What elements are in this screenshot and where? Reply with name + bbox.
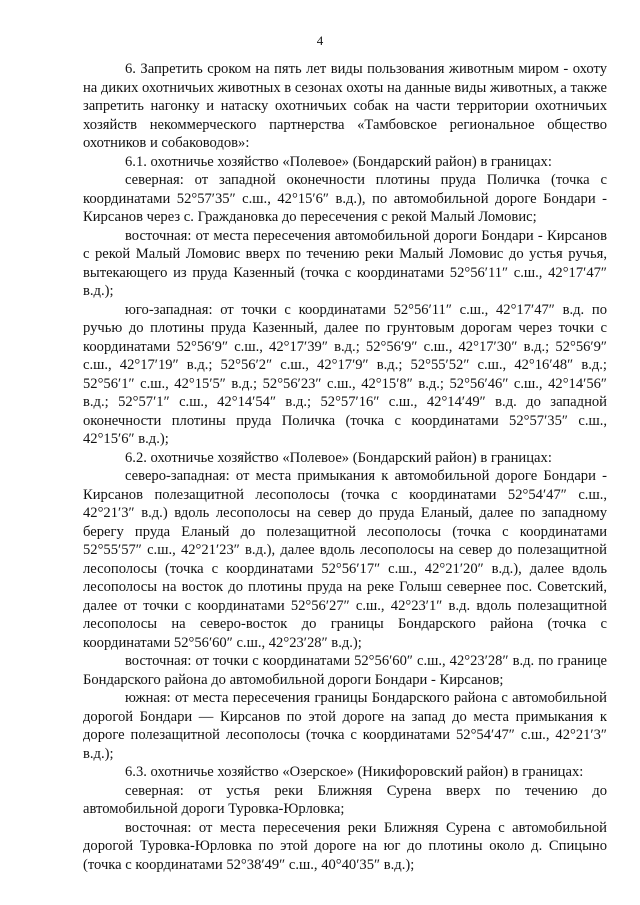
paragraph-6-3-north: северная: от устья реки Ближняя Сурена вверх по течению до автомобильной дороги Туровка-Юрловка; [83, 782, 607, 817]
paragraph-6-1-southwest: юго-западная: от точки с координатами 52°56′11″ с.ш., 42°17′47″ в.д. по ручью до плотины пруда Казенный, далее по грунтовым дорогам через точки с координатами 52°56′9″ с.ш., 42°17′39″ в.д.; 52°56′9″ с.ш., 42°17′30″ в.д.; 52°56′9″ с.ш., 42°17′19″ в.д.; 52°56′2″ с.ш., 42°17′9″ в.д.; 52°55′52″ с.ш., 42°16′48″ в.д.; 52°56′1″ с.ш., 42°15′5″ в.д.; 52°56′23″ с.ш., 42°15′8″ в.д.; 52°56′46″ с.ш., 42°14′56″ в.д.; 52°57′1″ с.ш., 42°14′54″ в.д.; 52°57′16″ с.ш., 42°14′49″ в.д. до западной оконечности плотины пруда Поличка (точка с координатами 52°57′35″ с.ш., 42°15′6″ в.д.); [83, 301, 607, 447]
paragraph-6-2-northwest: северо-западная: от места примыкания к автомобильной дороге Бондари - Кирсанов полезащитной лесополосы (точка с координатами 52°54′47″ с.ш., 42°21′3″ в.д.) вдоль лесополосы на север до пруда Еланый, далее по западному берегу пруда Еланый до полезащитной лесополосы (точка с координатами 52°55′57″ с.ш., 42°21′23″ в.д.), далее вдоль лесополосы на север до полезащитной лесополосы (точка с координатами 52°56′17″ с.ш., 42°21′20″ в.д.), далее вдоль лесополосы на восток до плотины пруда на реке Голыш севернее пос. Советский, далее от точки с координатами 52°56′27″ с.ш., 42°23′1″ в.д. вдоль полезащитной лесополосы на северо-восток до границы Бондарского района (точка с координатами 52°56′60″ с.ш., 42°23′28″ в.д.); [83, 468, 607, 651]
paragraph-6-1-east: восточная: от места пересечения автомобильной дороги Бондари - Кирсанов с рекой Малый Ломовис вверх по течению реки Малый Ломовис до устья ручья, вытекающего из пруда Казенный (точка с координатами 52°56′11″ с.ш., 42°17′47″ в.д.); [83, 227, 607, 299]
paragraph-6-3-east: восточная: от места пересечения реки Ближняя Сурена с автомобильной дорогой Туровка-Юрловка по этой дороге на юг до плотины около д. Спицыно (точка с координатами 52°38′49″ с.ш., 40°40′35″ в.д.); [83, 819, 607, 873]
paragraph-6-2-south: южная: от места пересечения границы Бондарского района с автомобильной дорогой Бондари — Кирсанов по этой дороге на запад до места примыкания к дороге полезащитной лесополосы (точка с координатами 52°54′47″ с.ш., 42°21′3″ в.д.); [83, 690, 607, 762]
document-body [83, 60, 607, 874]
page-number: 4 [316, 33, 324, 48]
paragraph-6-2-heading: 6.2. охотничье хозяйство «Полевое» (Бондарский район) в границах: [125, 449, 552, 466]
paragraph-6-3-heading: 6.3. охотничье хозяйство «Озерское» (Никифоровский район) в границах: [125, 764, 584, 780]
paragraph-6-2-east: восточная: от точки с координатами 52°56′60″ с.ш., 42°23′28″ в.д. по границе Бондарского района до автомобильной дороги Бондари - Кирсанов; [83, 653, 607, 688]
paragraph-6-1-heading: 6.1. охотничье хозяйство «Полевое» (Бондарский район) в границах: [125, 153, 552, 170]
paragraph-item-6: 6. Запретить сроком на пять лет виды пользования животным миром - охоту на диких охотничьих животных в сезонах охоты на данные виды животных, а также запретить нагонку и натаску охотничьих собак на части территории охотничьих хозяйств некоммерческого партнерства «Тамбовское региональное общество охотников и собаководов»: [83, 61, 607, 151]
paragraph-6-1-north: северная: от западной оконечности плотины пруда Поличка (точка с координатами 52°57′35″ с.ш., 42°15′6″ в.д.), по автомобильной дороге Бондари - Кирсанов через с. Граждановка до пересечения с рекой Малый Ломовис; [83, 172, 607, 225]
